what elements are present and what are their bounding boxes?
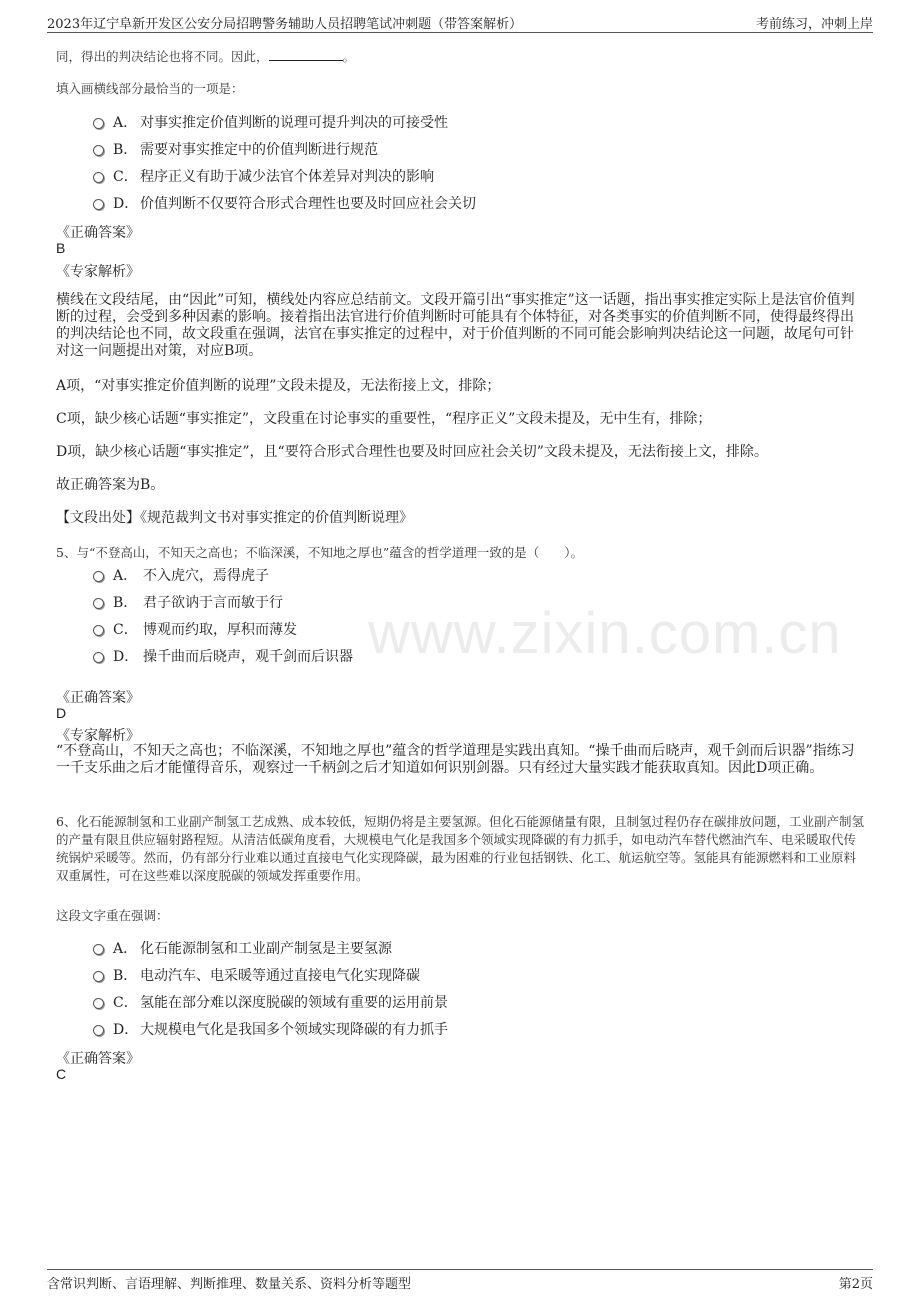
- q4-source: 【文段出处】《规范裁判文书对事实推定的价值判断说理》: [56, 510, 413, 526]
- q4-stem-tail: 同，得出的判决结论也将不同。因此， 。: [56, 49, 356, 64]
- q6-answer: C: [56, 1066, 67, 1082]
- watermark: www.zixin.com.cn: [368, 601, 842, 666]
- answer-blank: [269, 48, 343, 61]
- radio-icon[interactable]: [93, 145, 104, 156]
- q4-answer: B: [56, 240, 66, 256]
- radio-icon[interactable]: [93, 971, 104, 982]
- radio-icon[interactable]: [93, 625, 104, 636]
- radio-icon[interactable]: [93, 652, 104, 663]
- page-footer: [47, 1269, 873, 1292]
- radio-icon[interactable]: [93, 172, 104, 183]
- q4-conclusion: 故正确答案为B。: [56, 477, 165, 493]
- radio-icon[interactable]: [93, 571, 104, 582]
- q5-stem: 5、与“不登高山，不知天之高也；不临深溪，不知地之厚也”蕴含的哲学道理一致的是（ ）。: [56, 545, 583, 560]
- q6-answer-label: 《正确答案》: [56, 1051, 140, 1067]
- q5-answer-label: 《正确答案》: [56, 690, 140, 706]
- radio-icon[interactable]: [93, 199, 104, 210]
- radio-icon[interactable]: [93, 118, 104, 129]
- radio-icon[interactable]: [93, 598, 104, 609]
- q4-answer-label: 《正确答案》: [56, 225, 140, 241]
- q5-answer: D: [56, 705, 67, 721]
- page-number: 第2页: [838, 1277, 873, 1292]
- q4-prompt: 填入画横线部分最恰当的一项是：: [56, 81, 244, 96]
- q6-prompt: 这段文字重在强调：: [56, 908, 169, 923]
- q6-stem: 6、化石能源制氢和工业副产制氢工艺成熟、成本较低，短期仍将是主要氢源。但化石能源储量有限，且制氢过程仍存在碳排放问题，工业副产制氢的产量有限且供应辐射路程短。从清洁低碳角度看，大规模电气化是我国多个领域实现降碳的有力抓手，如电动汽车替代燃油汽车、电采暖取代传统锅炉采暖等。然而，仍有部分行业难以通过直接电气化实现降碳，最为困难的行业包括钢铁、化工、航运航空等。氢能具有能源燃料和工业原料双重属性，可在这些难以深度脱碳的领域发挥重要作用。: [56, 814, 864, 883]
- radio-icon[interactable]: [93, 1025, 104, 1036]
- q4-analysis-a: A项，“对事实推定价值判断的说理”文段未提及，无法衔接上文，排除；: [56, 378, 501, 394]
- q4-analysis-label: 《专家解析》: [56, 264, 140, 280]
- footer-description: 含常识判断、言语理解、判断推理、数量关系、资料分析等题型: [47, 1277, 412, 1292]
- radio-icon[interactable]: [93, 944, 104, 955]
- q4-analysis-d: D项，缺少核心话题“事实推定”，且“要符合形式合理性也要及时回应社会关切”文段未提及，无法衔接上文，排除。: [56, 444, 768, 460]
- q4-analysis-paragraph: 横线在文段结尾，由“因此”可知，横线处内容应总结前文。文段开篇引出“事实推定”这一话题，指出事实推定实际上是法官价值判断的过程，会受到多种因素的影响。接着指出法官进行价值判断时可能具有个体特征，对各类事实的价值判断不同，使得最终得出的判决结论也不同，故文段重在强调，法官在事实推定的过程中，对于价值判断的不同可能会影响判决结论这一问题，故尾句可针对这一问题提出对策，对应B项。: [56, 292, 855, 359]
- q5-analysis: “不登高山，不知天之高也；不临深溪，不知地之厚也”蕴含的哲学道理是实践出真知。“操千曲而后晓声，观千剑而后识器”指练习一千支乐曲之后才能懂得音乐，观察过一千柄剑之后才知道如何识别剑器。只有经过大量实践才能获取真知。因此D项正确。: [56, 743, 855, 776]
- radio-icon[interactable]: [93, 998, 104, 1009]
- page-header: [47, 10, 873, 33]
- q4-analysis-c: C项，缺少核心话题“事实推定”，文段重在讨论事实的重要性，“程序正义”文段未提及，无中生有，排除；: [56, 411, 712, 427]
- header-slogan: 考前练习，冲刺上岸: [755, 17, 873, 32]
- q5-analysis-label: 《专家解析》: [56, 728, 140, 744]
- document-title: 2023年辽宁阜新开发区公安分局招聘警务辅助人员招聘笔试冲刺题（带答案解析）: [47, 17, 523, 32]
